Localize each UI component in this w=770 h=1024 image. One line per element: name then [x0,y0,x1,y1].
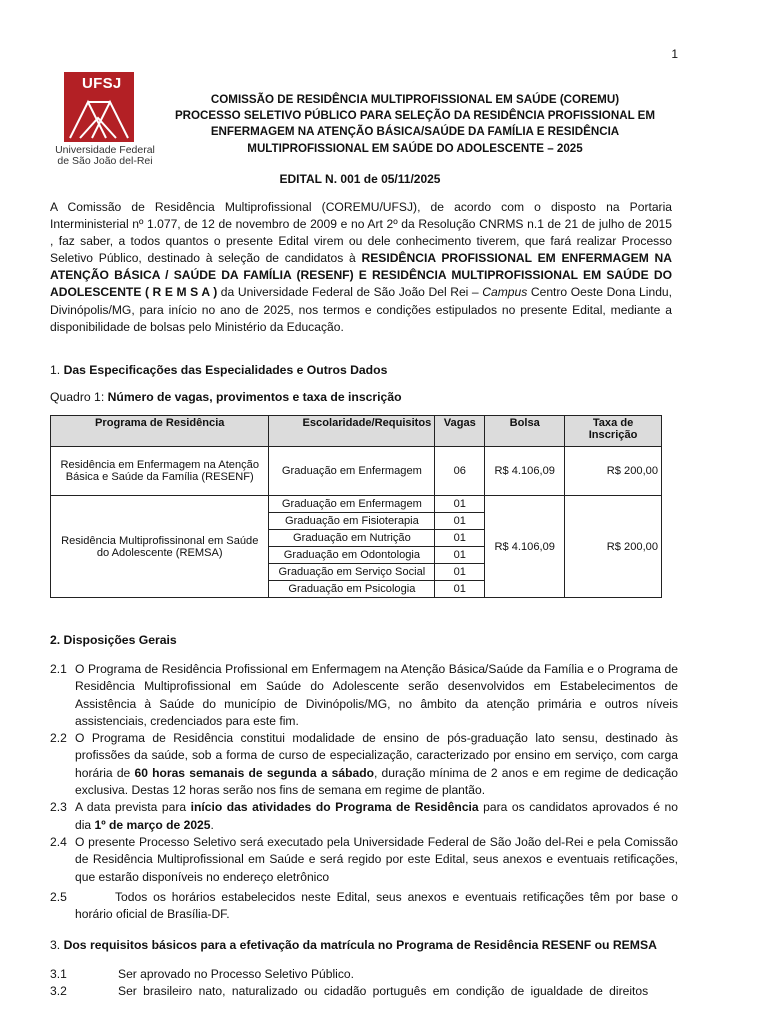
logo-caption-line2: de São João del-Rei [57,155,153,167]
remsa-program: Residência Multiprofissinonal em Saúde do Adolescente (REMSA) [51,496,269,598]
col-header-taxa: Taxa de Inscrição [565,416,662,447]
table-row [51,496,662,513]
list-item [50,834,678,886]
list-item [50,799,678,834]
item-text: A data prevista para [75,800,191,815]
list-item [50,966,678,983]
item-number: 2.5 [50,889,67,904]
section1-title: Das Especificações das Especialidades e Outros Dados [63,363,388,377]
item-number: 3.2 [50,984,67,999]
list-item [50,661,678,730]
remsa-vagas: 01 [435,547,485,564]
header-line4: MULTIPROFISSIONAL EM SAÚDE DO ADOLESCENTE – 2025 [247,141,583,155]
item-number: 2.2 [50,731,67,746]
item-text: O Programa de Residência Profissional em Enfermagem na Atenção Básica/Saúde da Família e o Programa de Residência Multiprofissional em Saúde do Adolescente serão desenvolvidos em Estabelecimentos de Assistência à Saúde do município de Divinópolis/MG, no âmbito da atenção primária e outros níveis assistenciais, credenciados para este fim. [75,662,678,728]
section3-items [50,966,678,1001]
item-text: Ser aprovado no Processo Seletivo Público. [118,967,354,981]
logo-mark [64,72,134,142]
list-item [50,889,678,924]
item-number: 2.4 [50,834,67,849]
resenf-vagas: 06 [435,447,485,496]
item-text: O presente Processo Seletivo será executado pela Universidade Federal de São João del-Rei e pela Comissão de Residência Multiprofissional em Saúde e será regido por este Edital, seus anexos e eventuais retificações, que estarão disponíveis no endereço eletrônico [75,834,678,884]
section3-title: Dos requisitos básicos para a efetivação da matrícula no Programa de Residência RESENF ou REMSA [63,938,657,952]
item-text: para os candidatos aprovados é no dia [75,800,678,832]
edital-title: EDITAL N. 001 de 05/11/2025 [279,172,441,186]
intro-part3: Centro Oeste Dona Lindu, Divinópolis/MG, para início no ano de 2025, nos termos e condições estipulados no presente Edital, mediante a disponibilidade de bolsas pelo Ministério da Educação. [50,285,673,334]
section2-heading [50,633,177,647]
section2-title: 2. Disposições Gerais [50,633,177,647]
intro-bold: RESIDÊNCIA PROFISSIONAL EM ENFERMAGEM NA ATENÇÃO BÁSICA / SAÚDE DA FAMÍLIA (RESENF) E RESIDÊNCIA MULTIPROFISSIONAL EM SAÚDE DO ADOLESCENTE ( R E M S A ) [50,251,672,300]
remsa-requisito: Graduação em Nutrição [269,530,435,547]
remsa-vagas: 01 [435,564,485,581]
logo-pattern-icon [64,72,134,142]
intro-italic: Campus [482,285,528,300]
item-number: 2.3 [50,800,67,815]
item-number: 2.1 [50,662,67,676]
item-text-bold: 1º de março de 2025 [94,817,211,832]
section3-number: 3. [50,938,61,952]
page-number: 1 [671,47,678,61]
quadro-title: Número de vagas, provimentos e taxa de inscrição [107,390,402,404]
logo-mark-text: UFSJ [82,75,122,92]
remsa-taxa: R$ 200,00 [565,496,662,598]
item-text: O Programa de Residência constitui modalidade de ensino de pós-graduação lato sensu, destinado às profissões da saúde, sob a forma de curso de especialização, caracterizado por ensino em serviço, com carga horária de [75,731,678,780]
section2-items [50,661,678,923]
item-text-bold: 60 horas semanais de segunda a sábado [134,765,374,780]
logo-caption [50,145,160,167]
remsa-requisito: Graduação em Enfermagem [269,496,435,513]
list-item [50,730,678,799]
section3-heading [50,938,657,952]
remsa-requisito: Graduação em Fisioterapia [269,513,435,530]
section1-heading [50,363,387,377]
section1-number: 1. [50,363,61,377]
table-row [51,447,662,496]
intro-paragraph [50,199,672,336]
col-header-bolsa: Bolsa [485,416,565,447]
intro-part2: da Universidade Federal de São João Del Rei – [217,285,483,300]
quadro-caption [50,390,402,404]
resenf-requisito: Graduação em Enfermagem [269,447,435,496]
header-line2: PROCESSO SELETIVO PÚBLICO PARA SELEÇÃO DA RESIDÊNCIA PROFISSIONAL EM [174,109,656,123]
remsa-vagas: 01 [435,496,485,513]
col-header-programa: Programa de Residência [51,416,269,447]
remsa-vagas: 01 [435,530,485,547]
item-number: 3.1 [50,967,67,981]
item-text: Ser brasileiro nato, naturalizado ou cidadão português em condição de igualdade de direitos [118,984,649,999]
item-text-bold: início das atividades do Programa de Residência [190,800,479,815]
remsa-requisito: Graduação em Odontologia [269,547,435,564]
resenf-program: Residência em Enfermagem na Atenção Básica e Saúde da Família (RESENF) [51,447,269,496]
remsa-bolsa: R$ 4.106,09 [485,496,565,598]
item-text: . [210,817,214,832]
remsa-vagas: 01 [435,581,485,598]
col-header-escolaridade: Escolaridade/Requisitos [269,416,435,447]
col-header-vagas: Vagas [435,416,485,447]
header-line3: ENFERMAGEM NA ATENÇÃO BÁSICA/SAÚDE DA FAMÍLIA E RESIDÊNCIA [210,125,620,139]
logo-caption-line1: Universidade Federal [55,144,155,156]
resenf-bolsa: R$ 4.106,09 [485,447,565,496]
remsa-requisito: Graduação em Psicologia [269,581,435,598]
header-line1: COMISSÃO DE RESIDÊNCIA MULTIPROFISSIONAL EM SAÚDE (COREMU) [210,93,620,106]
list-item [50,983,678,1000]
remsa-vagas: 01 [435,513,485,530]
vacancies-table [50,415,662,598]
resenf-taxa: R$ 200,00 [565,447,662,496]
document-header [165,92,665,157]
remsa-requisito: Graduação em Serviço Social [269,564,435,581]
item-text: , duração mínima de 2 anos e em regime de dedicação exclusiva. Destas 12 horas serão nos fins de semana em regime de plantão. [75,765,678,798]
intro-part1: A Comissão de Residência Multiprofissional (COREMU/UFSJ), de acordo com o disposto na Portaria Interministerial nº 1.077, de 12 de novembro de 2009 e no Art 2º da Resolução CNRMS n.1 de 21 de julho de 2015 , faz saber, a todos quantos o presente Edital virem ou dele conhecimento tiverem, que fará realizar Processo Seletivo Público, destinado à seleção de candidatos à [50,200,672,266]
table-header-row [51,416,662,447]
item-text: Todos os horários estabelecidos neste Edital, seus anexos e eventuais retificações têm por base o horário oficial de Brasília-DF. [75,889,678,922]
quadro-prefix: Quadro 1: [50,390,108,404]
